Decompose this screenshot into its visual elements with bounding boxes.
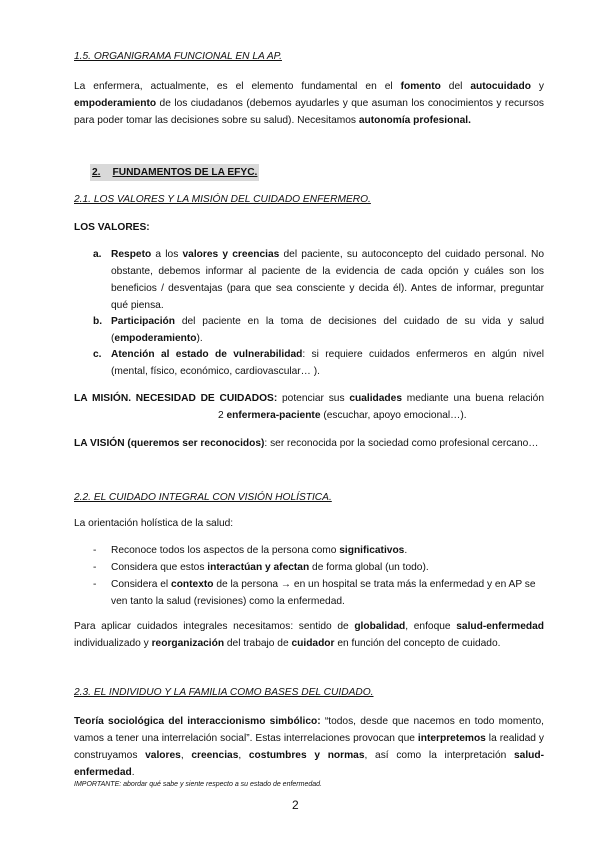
bullet-dash: -: [93, 545, 97, 556]
item-b-letter: b.: [93, 316, 103, 327]
vision-paragraph: LA VISIÓN (queremos ser reconocidos): ser reconocida por la sociedad como profesional cercano…: [74, 438, 539, 449]
section-2-heading: 2. FUNDAMENTOS DE LA EFYC.: [90, 164, 259, 181]
bullet-dash: -: [93, 579, 97, 590]
item-a-text: Respeto a los valores y creencias del paciente, su autoconcepto del cuidado personal. No obstante, debemos informar al paciente de la evidencia de cada opción y cuáles son los beneficios / desventajas (para que sea consciente y decida él). Antes de informar, preguntar qué piensa.: [111, 249, 545, 311]
item-c-letter: c.: [93, 349, 102, 360]
section-2-1-title: 2.1. LOS VALORES Y LA MISIÓN DEL CUIDADO ENFERMERO.: [74, 194, 371, 205]
item-b-text: Participación del paciente en la toma de decisiones del cuidado de su vida y salud (empoderamiento).: [111, 316, 544, 344]
item-c-text: Atención al estado de vulnerabilidad: si requiere cuidados enfermeros en algún nivel (mental, físico, económico, cardiovascular… ).: [111, 349, 544, 377]
item-a-letter: a.: [93, 249, 102, 260]
importante-note: IMPORTANTE: abordar qué sabe y siente respecto a su estado de enfermedad.: [74, 781, 322, 788]
valores-label: LOS VALORES:: [74, 222, 150, 233]
section-2-3-title: 2.3. EL INDIVIDUO Y LA FAMILIA COMO BASES DEL CUIDADO.: [74, 687, 374, 698]
section-2-2-title: 2.2. EL CUIDADO INTEGRAL CON VISIÓN HOLÍSTICA.: [74, 492, 332, 503]
page-number: 2: [292, 798, 299, 812]
section-1-5-paragraph: La enfermera, actualmente, es el elemento fundamental en el fomento del autocuidado y empoderamiento de los ciudadanos (debemos ayudarles y que asuman los conocimientos y recursos para poder tomar las decisiones sobre su salud). Necesitamos autonomía profesional.: [74, 81, 544, 126]
holistica-intro: La orientación holística de la salud:: [74, 518, 234, 529]
interaccionismo-paragraph: Teoría sociológica del interaccionismo simbólico: “todos, desde que nacemos en todo momento, vamos a tener una interrelación social”. Estas interrelaciones provocan que interpretemos la realidad y construyamos valores, creencias, costumbres y normas, así como la interpretación salud-enfermedad.: [74, 716, 544, 778]
bullet-dash: -: [93, 562, 97, 573]
section-1-5-title: 1.5. ORGANIGRAMA FUNCIONAL EN LA AP.: [74, 51, 282, 62]
cuidados-integrales-paragraph: Para aplicar cuidados integrales necesitamos: sentido de globalidad, enfoque salud-enfermedad individualizado y reorganización del trabajo de cuidador en función del concepto de cuidado.: [74, 621, 544, 649]
mision-paragraph: LA MISIÓN. NECESIDAD DE CUIDADOS: potenciar sus cualidades mediante una buena relación 2 enfermera-paciente (escuchar, apoyo emocional…).: [74, 393, 545, 421]
bullet-3-text: Considera el contexto de la persona → en un hospital se trata más la enfermedad y en AP se ven tanto la salud (revisiones) como la enfermedad.: [111, 579, 536, 607]
bullet-1-text: Reconoce todos los aspectos de la persona como significativos.: [111, 545, 408, 556]
bullet-2-text: Considera que estos interactúan y afectan de forma global (un todo).: [111, 562, 429, 573]
